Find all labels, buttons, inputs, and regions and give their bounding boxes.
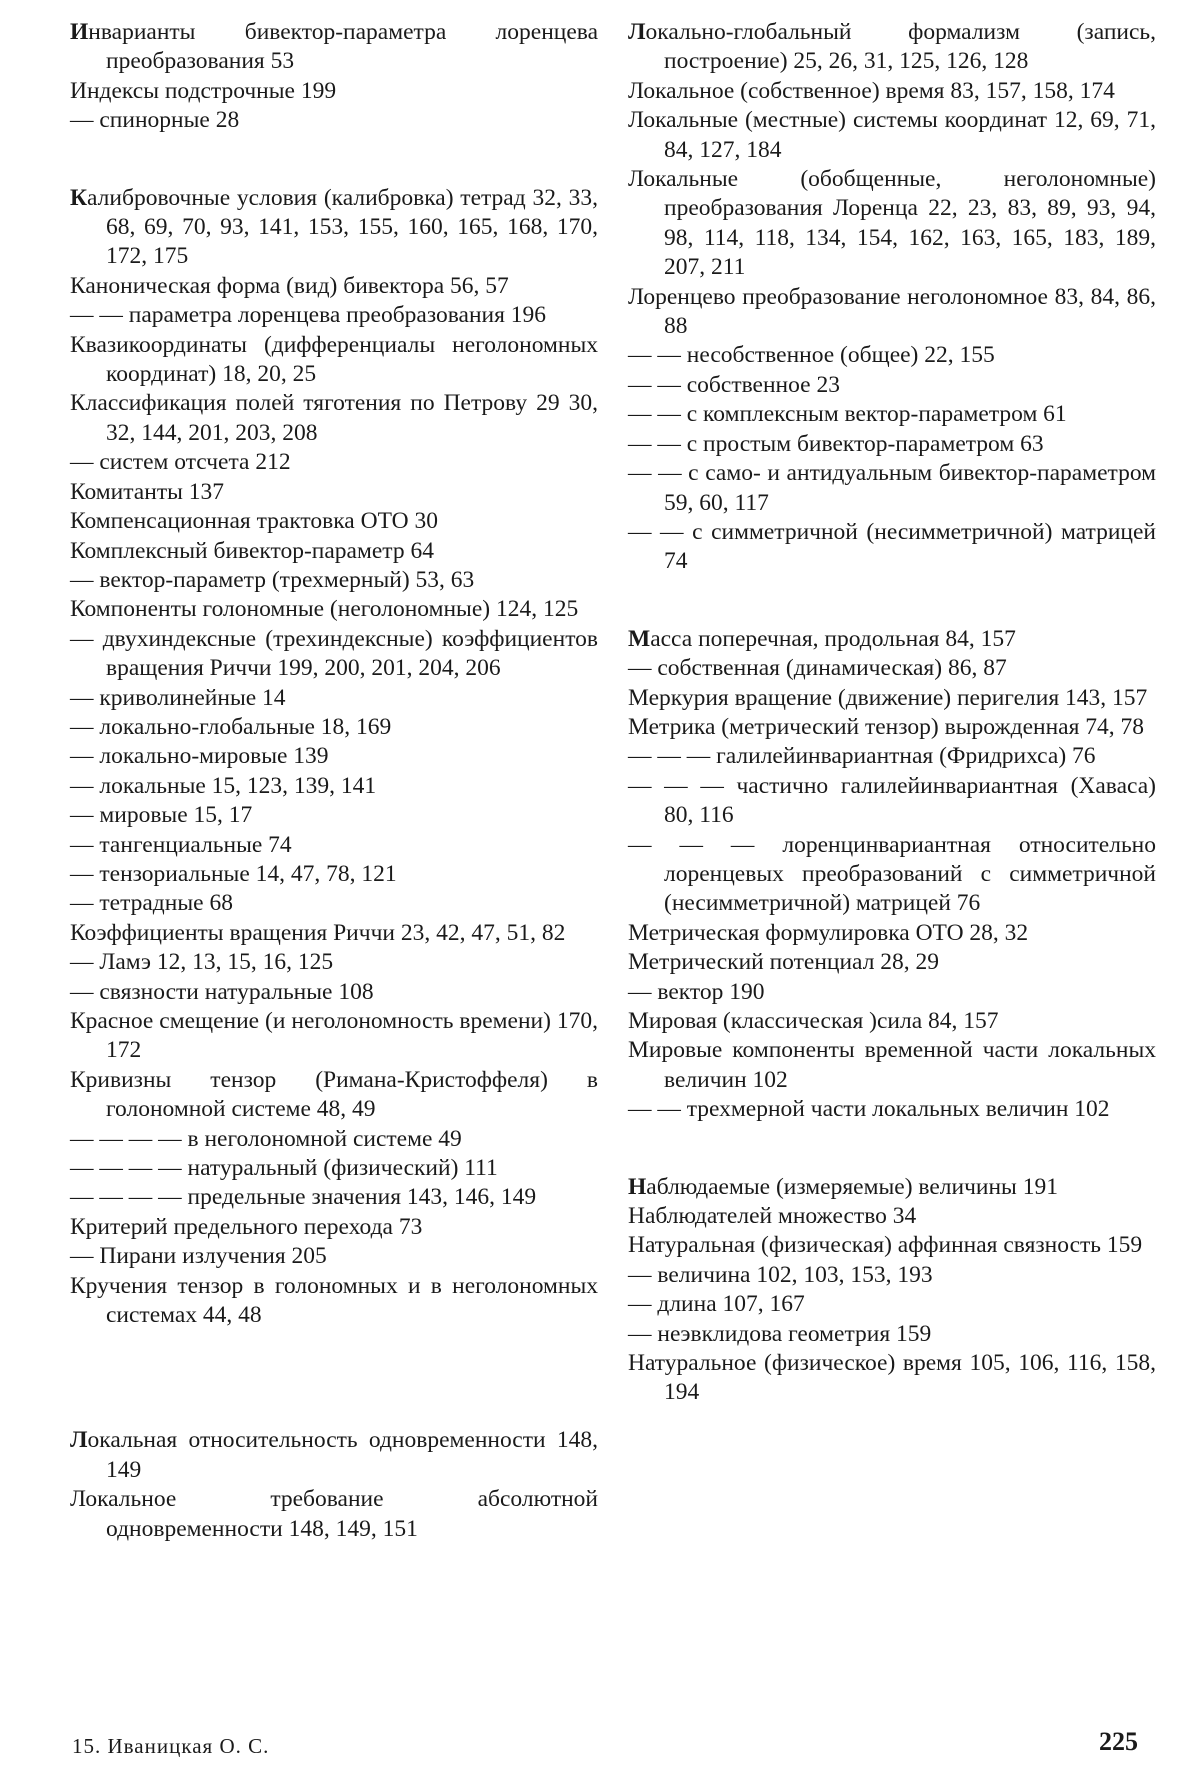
index-entry: — — — — в неголономной системе 49: [70, 1125, 462, 1152]
index-entry: — — с само- и антидуальным бивектор-параметром 59, 60, 117: [628, 460, 1156, 516]
index-entry: — связности натуральные 108: [70, 978, 374, 1005]
index-entry: Классификация полей тяготения по Петрову 29 30, 32, 144, 201, 203, 208: [70, 390, 598, 446]
index-entry: Красное смещение (и неголономность времени) 170, 172: [70, 1008, 598, 1064]
index-entry: Натуральное (физическое) время 105, 106, 116, 158, 194: [628, 1350, 1156, 1406]
index-entry: Кривизны тензор (Римана-Кристоффеля) в голономной системе 48, 49: [70, 1066, 598, 1123]
index-entry: — — трехмерной части локальных величин 102: [628, 1096, 1110, 1123]
index-entry: — неэвклидова геометрия 159: [628, 1320, 932, 1347]
index-entry: — — — частично галилейинвариантная (Хаваса) 80, 116: [628, 772, 1156, 829]
index-entry: — — — галилейинвариантная (Фридрихса) 76: [628, 743, 1096, 770]
index-entry: Локальные (местные) системы координат 12, 69, 71, 84, 127, 184: [628, 107, 1156, 163]
left-column: [70, 18, 598, 1544]
index-entry: — собственная (динамическая) 86, 87: [628, 655, 1007, 682]
index-entry: — криволинейные 14: [70, 684, 286, 711]
index-entry: — длина 107, 167: [628, 1291, 805, 1318]
index-entry: — локально-глобальные 18, 169: [70, 713, 392, 740]
section-gap: [70, 1330, 598, 1378]
section-gap: [628, 1125, 1156, 1173]
index-entry: Калибровочные условия (калибровка) тетрад 32, 33, 68, 69, 70, 93, 141, 153, 155, 160, 165, 168, 170, 172, 175: [70, 184, 598, 270]
index-entry: Метрический потенциал 28, 29: [628, 949, 940, 976]
index-entry: Лоренцево преобразование неголономное 83, 84, 86, 88: [628, 283, 1156, 340]
section-gap: [70, 136, 598, 184]
index-entry: — — собственное 23: [628, 371, 840, 398]
index-entry: Метрика (метрический тензор) вырожденная 74, 78: [628, 713, 1145, 740]
index-entry: — спинорные 28: [70, 107, 240, 134]
index-entry: — мировые 15, 17: [70, 802, 253, 829]
section-initial: Н: [628, 1173, 647, 1200]
index-entry: Комитанты 137: [70, 478, 225, 505]
index-entry: Критерий предельного перехода 73: [70, 1213, 423, 1240]
index-entry: — — — лоренцинвариантная относительно лоренцевых преобразований с симметричной (несимметричной) матрицей 76: [628, 831, 1156, 917]
index-entry: — Пирани излучения 205: [70, 1243, 327, 1270]
signature-line: 15. Иваницкая О. С.: [72, 1734, 270, 1758]
index-entry: Инварианты бивектор-параметра лоренцева преобразования 53: [70, 19, 598, 75]
index-entry: Локальная относительность одновременности 148, 149: [70, 1427, 598, 1483]
index-entry: — локальные 15, 123, 139, 141: [70, 772, 377, 799]
index-entry: Локальное требование абсолютной одновременности 148, 149, 151: [70, 1486, 598, 1542]
index-entry: — тетрадные 68: [70, 890, 233, 917]
index-entry: Локально-глобальный формализм (запись, построение) 25, 26, 31, 125, 126, 128: [628, 19, 1156, 75]
index-entry: Квазикоординаты (дифференциалы неголономных координат) 18, 20, 25: [70, 331, 598, 388]
index-entry: Индексы подстрочные 199: [70, 77, 337, 104]
index-entry: — — с простым бивектор-параметром 63: [628, 430, 1044, 457]
index-entry: Мировые компоненты временной части локальных величин 102: [628, 1037, 1156, 1093]
index-entry: — двухиндексные (трехиндексные) коэффициентов вращения Риччи 199, 200, 201, 204, 206: [70, 625, 598, 682]
index-entry: Коэффициенты вращения Риччи 23, 42, 47, 51, 82: [70, 919, 566, 946]
section-initial: Л: [70, 1427, 88, 1454]
index-entry: Масса поперечная, продольная 84, 157: [628, 625, 1016, 652]
index-entry: — локально-мировые 139: [70, 743, 329, 770]
index-entry: Натуральная (физическая) аффинная связность 159: [628, 1232, 1143, 1259]
index-entry: — вектор 190: [628, 978, 765, 1005]
index-entry: — вектор-параметр (трехмерный) 53, 63: [70, 566, 475, 593]
section-initial: М: [628, 625, 651, 652]
index-entry: Меркурия вращение (движение) перигелия 143, 157: [628, 684, 1148, 711]
page-number: 225: [1099, 1727, 1138, 1756]
index-entry: Наблюдателей множество 34: [628, 1203, 917, 1230]
index-entry: Компенсационная трактовка ОТО 30: [70, 508, 438, 535]
section-gap: [70, 1378, 598, 1426]
index-entry: — — с комплексным вектор-параметром 61: [628, 401, 1067, 428]
section-initial: К: [70, 184, 88, 211]
index-entry: Каноническая форма (вид) бивектора 56, 57: [70, 272, 509, 299]
index-entry: — — — — натуральный (физический) 111: [70, 1155, 498, 1182]
right-column: [628, 18, 1156, 1408]
index-entry: Мировая (классическая )сила 84, 157: [628, 1008, 999, 1034]
index-entry: Метрическая формулировка ОТО 28, 32: [628, 919, 1029, 946]
index-entry: Кручения тензор в голономных и в неголономных системах 44, 48: [70, 1272, 598, 1329]
index-entry: Комплексный бивектор-параметр 64: [70, 537, 434, 564]
index-entry: — систем отсчета 212: [70, 449, 291, 476]
index-entry: — — — — предельные значения 143, 146, 149: [70, 1184, 537, 1211]
section-gap: [628, 577, 1156, 625]
index-entry: Локальное (собственное) время 83, 157, 158, 174: [628, 77, 1115, 104]
index-entry: — — параметра лоренцева преобразования 196: [70, 302, 547, 329]
index-entry: — — несобственное (общее) 22, 155: [628, 342, 995, 369]
index-entry: Компоненты голономные (неголономные) 124, 125: [70, 596, 579, 623]
index-entry: — тангенциальные 74: [70, 831, 292, 858]
index-entry: Локальные (обобщенные, неголономные) преобразования Лоренца 22, 23, 83, 89, 93, 94, 98, 114, 118, 134, 154, 162, 163, 165, 183, 189, 207, 211: [628, 166, 1156, 281]
section-initial: Л: [628, 19, 646, 45]
index-entry: — тензориальные 14, 47, 78, 121: [70, 860, 397, 887]
index-entry: — Ламэ 12, 13, 15, 16, 125: [70, 949, 334, 976]
index-entry: Наблюдаемые (измеряемые) величины 191: [628, 1173, 1058, 1200]
index-entry: — величина 102, 103, 153, 193: [628, 1261, 933, 1288]
index-entry: — — с симметричной (несимметричной) матрицей 74: [628, 518, 1156, 575]
section-initial: И: [70, 19, 89, 45]
